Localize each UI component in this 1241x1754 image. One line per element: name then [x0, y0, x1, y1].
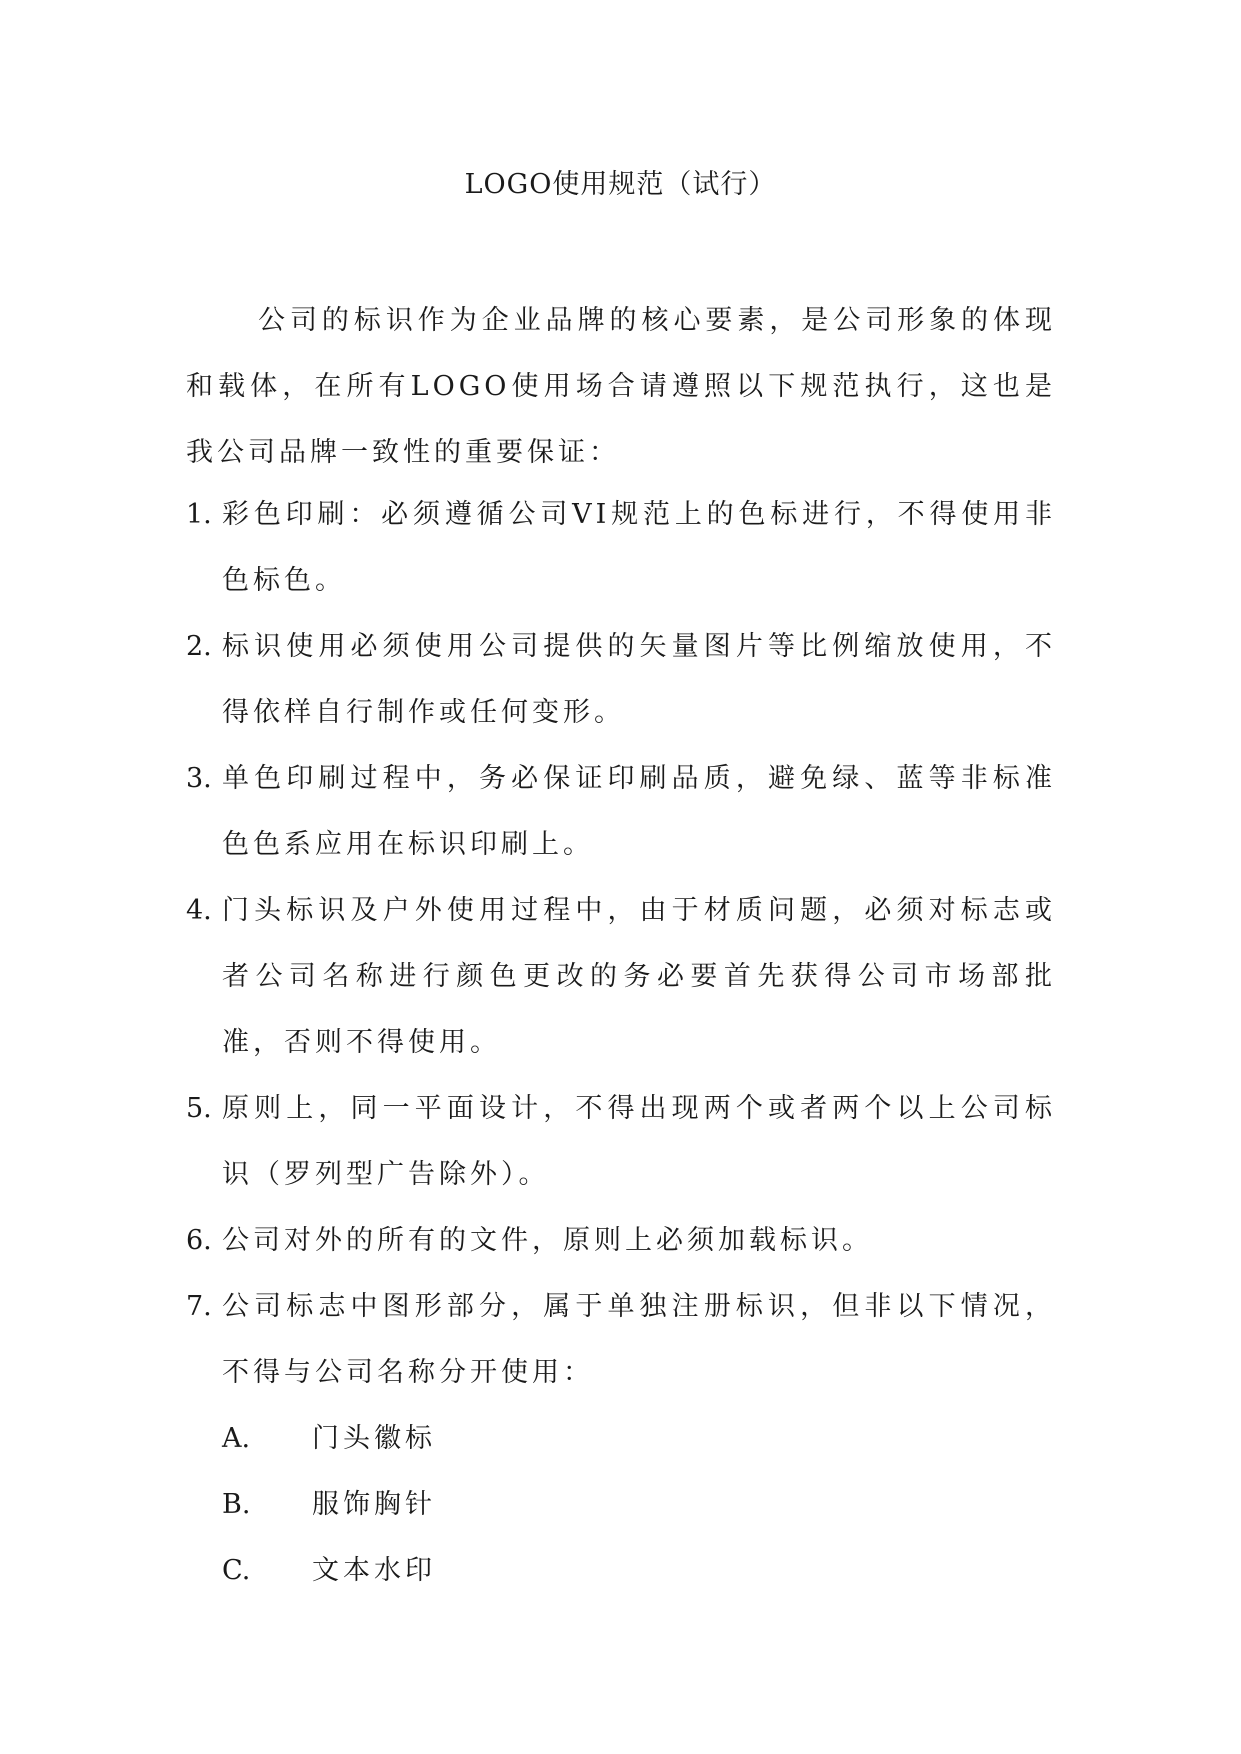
list-item — [186, 614, 1056, 746]
list-item-text: 单色印刷过程中，务必保证印刷品质，避免绿、蓝等非标准色色系应用在标识印刷上。 — [222, 763, 1056, 860]
list-item — [186, 1208, 1056, 1274]
sub-list-text: 门头徽标 — [312, 1423, 436, 1454]
rules-list — [186, 482, 1056, 1604]
sub-list-letter: A. — [222, 1423, 251, 1454]
list-item — [186, 1274, 1056, 1604]
list-item-text: 门头标识及户外使用过程中，由于材质问题，必须对标志或者公司名称进行颜色更改的务必要首先获得公司市场部批准，否则不得使用。 — [222, 895, 1056, 1058]
list-item-text: 原则上，同一平面设计，不得出现两个或者两个以上公司标识（罗列型广告除外）。 — [222, 1093, 1056, 1190]
sub-list-letter: C. — [222, 1555, 251, 1586]
list-item-number: 5. — [186, 1093, 212, 1124]
list-item-text: 公司对外的所有的文件，原则上必须加载标识。 — [222, 1225, 873, 1256]
intro-paragraph: 公司的标识作为企业品牌的核心要素，是公司形象的体现和载体，在所有LOGO使用场合请遵照以下规范执行，这也是我公司品牌一致性的重要保证： — [186, 305, 1056, 468]
sub-list-letter: B. — [222, 1489, 251, 1520]
list-item-number: 7. — [186, 1291, 212, 1322]
list-item-body — [222, 1274, 1056, 1604]
document-title: LOGO使用规范（试行） — [464, 169, 777, 200]
list-item-text: 公司标志中图形部分，属于单独注册标识，但非以下情况，不得与公司名称分开使用： — [222, 1291, 1056, 1388]
sub-list-item — [222, 1538, 1056, 1604]
sub-list-text: 文本水印 — [312, 1555, 436, 1586]
sub-list-text: 服饰胸针 — [312, 1489, 436, 1520]
sub-list-item — [222, 1406, 1056, 1472]
list-item-text: 标识使用必须使用公司提供的矢量图片等比例缩放使用，不得依样自行制作或任何变形。 — [222, 631, 1056, 728]
list-item — [186, 878, 1056, 1076]
list-item-number: 6. — [186, 1225, 212, 1256]
list-item-number: 1. — [186, 499, 212, 530]
sub-list — [222, 1406, 1056, 1604]
list-item-number: 3. — [186, 763, 212, 794]
list-item-text: 彩色印刷：必须遵循公司VI规范上的色标进行，不得使用非色标色。 — [222, 499, 1056, 596]
list-item — [186, 482, 1056, 614]
list-item — [186, 1076, 1056, 1208]
list-item-number: 4. — [186, 895, 212, 926]
sub-list-item — [222, 1472, 1056, 1538]
list-item-number: 2. — [186, 631, 212, 662]
list-item — [186, 746, 1056, 878]
